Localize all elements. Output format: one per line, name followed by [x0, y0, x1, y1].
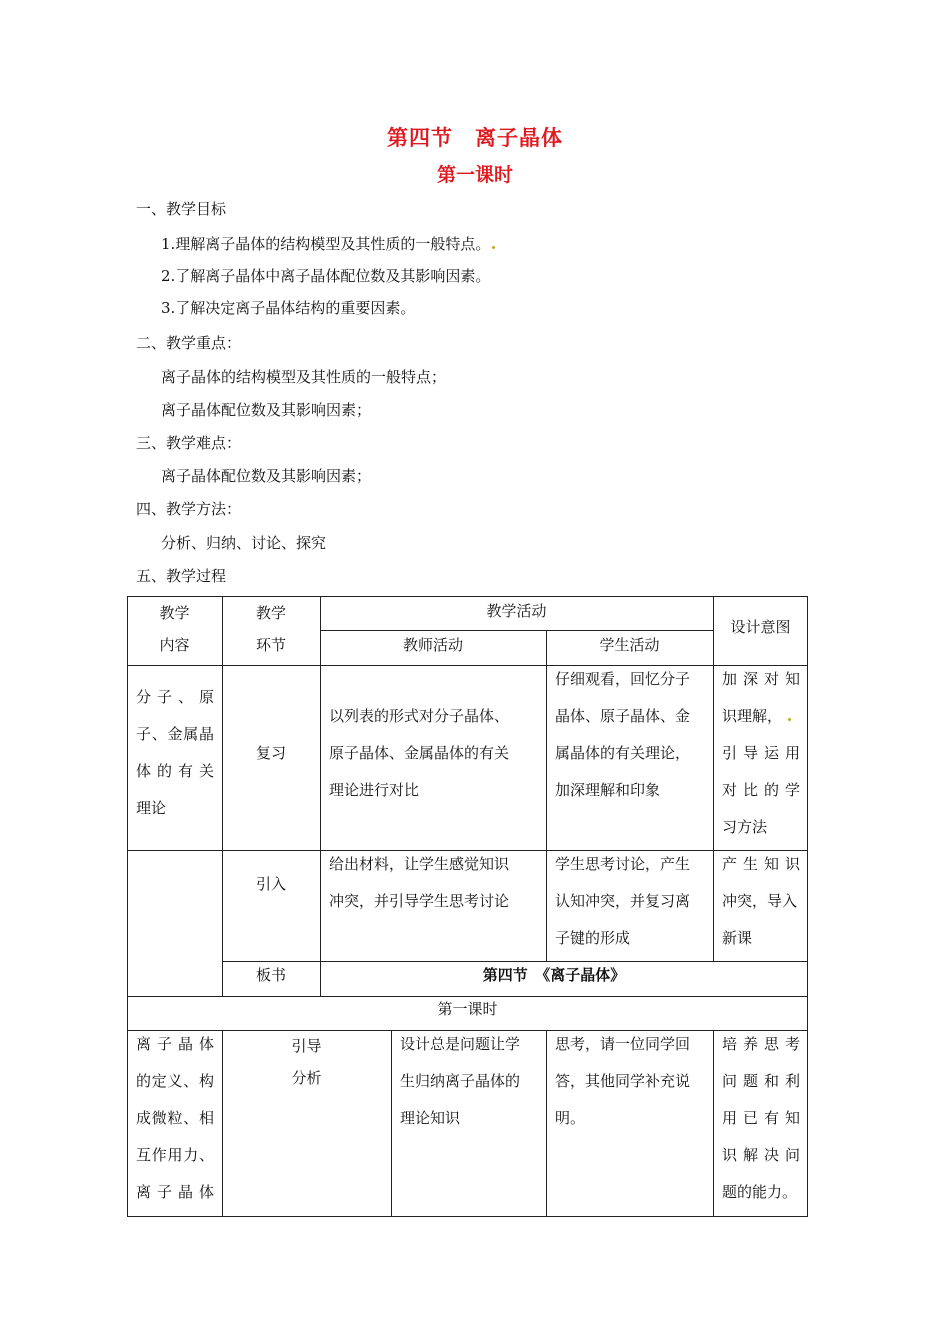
- mark-dot: [492, 246, 495, 249]
- row5-stage: 引导 分析: [291, 1037, 322, 1087]
- section-heading-2: 二、教学重点：: [136, 334, 242, 352]
- row2-stage: 引入: [255, 875, 286, 893]
- row1-student: 仔细观看，回忆分子 晶体、原子晶体、金 属晶体的有关理论， 加深理解和印象: [555, 670, 691, 799]
- keypoint-item-2: 离子晶体配位数及其影响因素；: [161, 401, 372, 419]
- section-heading-3: 三、教学难点：: [136, 434, 242, 452]
- header-intent: 设计意图: [730, 618, 791, 636]
- section-heading-4: 四、教学方法：: [136, 500, 242, 518]
- objective-item-1: 1.理解离子晶体的结构模型及其性质的一般特点。: [161, 234, 495, 254]
- header-teacher: 教师活动: [402, 636, 463, 654]
- section-heading-1: 一、教学目标: [136, 200, 227, 218]
- section-heading-5: 五、教学过程: [136, 567, 227, 585]
- row5-content: 离子晶体 的定义、构 成微粒、相 互作用力、 离子晶体: [136, 1035, 214, 1201]
- row2-student: 学生思考讨论，产生 认知冲突，并复习离 子键的形成: [555, 855, 691, 947]
- row5-teacher: 设计总是问题让学 生归纳离子晶体的 理论知识: [400, 1035, 521, 1127]
- row1-content: 分子、原 子、金属晶 体的有关 理论: [136, 688, 214, 817]
- row5-student: 思考，请一位同学回 答，其他同学补充说 明。: [555, 1035, 691, 1127]
- objective-item-2: 2.了解离子晶体中离子晶体配位数及其影响因素。: [161, 267, 491, 285]
- page-subtitle: 第一课时: [436, 164, 513, 186]
- header-student: 学生活动: [599, 636, 660, 654]
- header-stage: 教学 环节: [255, 604, 286, 654]
- header-activity: 教学活动: [486, 602, 547, 620]
- objective-item-3: 3.了解决定离子晶体结构的重要因素。: [161, 299, 416, 317]
- method-item-1: 分析、归纳、讨论、探究: [161, 534, 327, 552]
- page-title: 第四节 离子晶体: [387, 126, 563, 150]
- row3-board-text: 第四节 《离子晶体》: [482, 966, 626, 984]
- row4-lesson: 第一课时: [437, 1000, 498, 1018]
- row2-intent: 产生知识 冲突，导入 新课: [722, 855, 800, 947]
- row5-intent: 培养思考 问题和利 用已有知 识解决问 题的能力。: [722, 1035, 800, 1201]
- mark-dot: [788, 718, 791, 721]
- row1-teacher: 以列表的形式对分子晶体、 原子晶体、金属晶体的有关 理论进行对比: [329, 707, 510, 799]
- row2-teacher: 给出材料，让学生感觉知识 冲突，并引导学生思考讨论: [329, 855, 510, 910]
- row3-stage: 板书: [255, 966, 286, 984]
- header-content: 教学 内容: [159, 604, 190, 654]
- difficulty-item-1: 离子晶体配位数及其影响因素；: [161, 467, 372, 485]
- row1-intent: 加深对知 识理解， 引导运用 对比的学 习方法: [722, 670, 800, 836]
- row1-stage: 复习: [255, 744, 286, 762]
- keypoint-item-1: 离子晶体的结构模型及其性质的一般特点；: [161, 368, 447, 386]
